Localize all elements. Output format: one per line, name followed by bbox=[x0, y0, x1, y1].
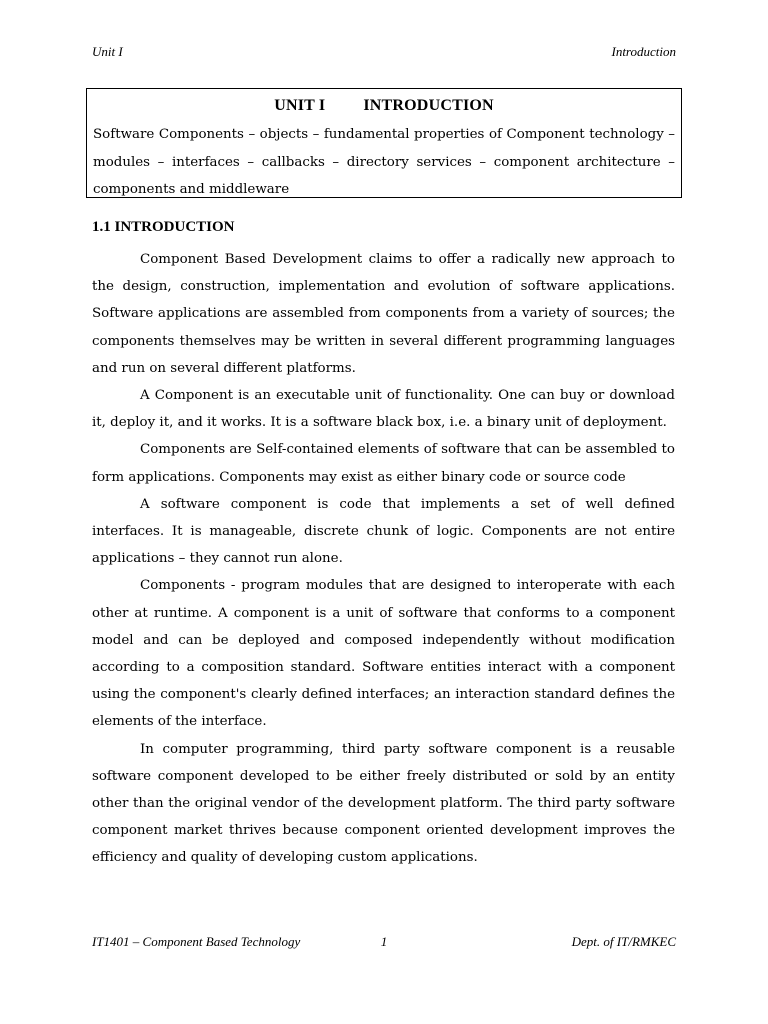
paragraph-3: Components are Self-contained elements of software that can be assembled to form applications. Components may exist as either binary code or source code bbox=[92, 442, 675, 485]
paragraph-2: A Component is an executable unit of functionality. One can buy or download it, deploy it, and it works. It is a software black box, i.e. a binary unit of deployment. bbox=[92, 388, 675, 431]
header-unit-label: Unit I bbox=[92, 44, 123, 59]
paragraph-5: Components - program modules that are designed to interoperate with each other at runtime. A component is a unit of software that conforms to a component model and can be deployed and composed independently without modification according to a composition standard. Software entities interact with a component using the component's clearly defined interfaces; an interaction standard defines the elements of the interface. bbox=[92, 578, 675, 730]
unit-summary-box bbox=[86, 88, 682, 198]
page-footer bbox=[92, 934, 676, 950]
unit-name: INTRODUCTION bbox=[363, 97, 494, 114]
footer-course-title: IT1401 – Component Based Technology bbox=[92, 934, 301, 949]
paragraph-6: In computer programming, third party software component is a reusable software component developed to be either freely distributed or sold by an entity other than the original vendor of the development platform. The third party software component market thrives because component oriented development improves the efficiency and quality of developing custom applications. bbox=[92, 741, 675, 866]
paragraph-4: A software component is code that implements a set of well defined interfaces. It is manageable, discrete chunk of logic. Components are not entire applications – they cannot run alone. bbox=[92, 496, 675, 567]
section-heading: 1.1 INTRODUCTION bbox=[92, 219, 235, 235]
unit-label: UNIT I bbox=[274, 97, 326, 114]
page-number: 1 bbox=[380, 934, 388, 949]
header-chapter-title: Introduction bbox=[611, 44, 676, 59]
paragraph-1: Component Based Development claims to offer a radically new approach to the design, construction, implementation and evolution of software applications. Software applications are assembled from components from a variety of sources; the components themselves may be written in several different programming languages and run on several different platforms. bbox=[92, 252, 675, 376]
footer-department: Dept. of IT/RMKEC bbox=[571, 934, 676, 949]
page-header bbox=[92, 44, 676, 60]
section-body bbox=[92, 246, 675, 872]
unit-title bbox=[93, 97, 675, 115]
unit-syllabus: Software Components – objects – fundamental properties of Component technology – modules – interfaces – callbacks – directory services – component architecture – components and middleware bbox=[93, 127, 675, 197]
